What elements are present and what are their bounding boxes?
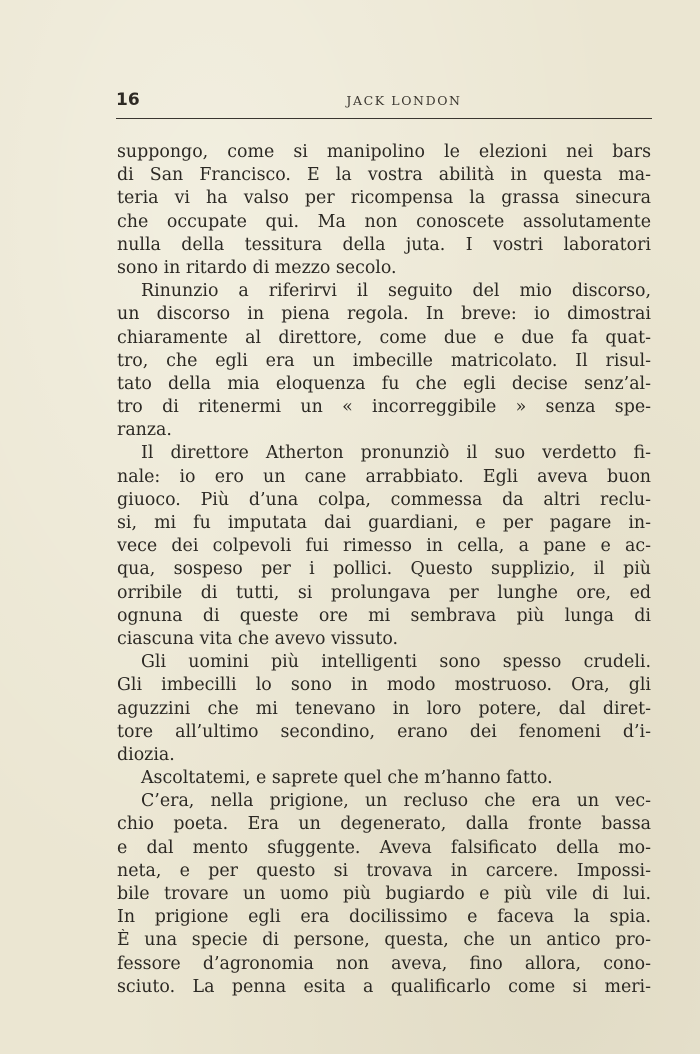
- text-line: un discorso in piena regola. In breve: io dimostrai: [117, 304, 651, 325]
- text-line: orribile di tutti, si prolungava per lunghe ore, ed: [117, 582, 651, 603]
- text-line: tro, che egli era un imbecille matricolato. Il risul-: [117, 350, 651, 371]
- text-line: È una specie di persone, questa, che un antico pro-: [117, 930, 651, 951]
- text-line: Ascoltatemi, e saprete quel che m’hanno fatto.: [141, 768, 553, 789]
- text-line: Il direttore Atherton pronunziò il suo verdetto fi-: [141, 443, 651, 464]
- header-rule: [116, 118, 652, 119]
- text-line: aguzzini che mi tenevano in loro potere, dal diret-: [117, 698, 651, 719]
- text-line: suppongo, come si manipolino le elezioni nei bars: [117, 142, 651, 162]
- text-line: In prigione egli era docilissimo e faceva la spia.: [117, 907, 651, 928]
- text-line: sono in ritardo di mezzo secolo.: [117, 257, 397, 278]
- text-line: tato della mia eloquenza fu che egli decise senz’al-: [117, 373, 651, 394]
- body-text: [117, 141, 651, 999]
- text-line: bile trovare un uomo più bugiardo e più vile di lui.: [117, 884, 651, 904]
- text-line: giuoco. Più d’una colpa, commessa da altri reclu-: [117, 489, 651, 510]
- text-line: C’era, nella prigione, un recluso che era un vec-: [141, 791, 651, 812]
- text-line: ciascuna vita che avevo vissuto.: [117, 628, 399, 649]
- text-line: diozia.: [117, 744, 175, 765]
- text-line: di San Francisco. E la vostra abilità in questa ma-: [117, 165, 651, 186]
- text-line: chiaramente al direttore, come due e due fa quat-: [117, 327, 651, 348]
- text-line: tro di ritenermi un « incorreggibile » senza spe-: [117, 397, 651, 418]
- page-header: [116, 90, 652, 114]
- text-line: tore all’ultimo secondino, erano dei fenomeni d’i-: [117, 721, 651, 742]
- text-line: sciuto. La penna esita a qualificarlo come si meri-: [117, 976, 651, 997]
- page-number: 16: [116, 90, 140, 110]
- text-line: ognuna di queste ore mi sembrava più lunga di: [117, 605, 651, 626]
- text-line: vece dei colpevoli fui rimesso in cella, a pane e ac-: [117, 536, 651, 557]
- text-line: nale: io ero un cane arrabbiato. Egli aveva buon: [117, 466, 651, 487]
- text-line: Gli uomini più intelligenti sono spesso crudeli.: [141, 652, 651, 673]
- text-line: qua, sospeso per i pollici. Questo supplizio, il più: [117, 559, 651, 580]
- text-line: chio poeta. Era un degenerato, dalla fronte bassa: [117, 814, 651, 835]
- text-line: Gli imbecilli lo sono in modo mostruoso. Ora, gli: [117, 675, 651, 696]
- text-line: e dal mento sfuggente. Aveva falsificato della mo-: [117, 837, 651, 858]
- text-line: fessore d’agronomia non aveva, fino allora, cono-: [117, 953, 651, 974]
- text-line: teria vi ha valso per ricompensa la grassa sinecura: [117, 188, 651, 209]
- text-line: si, mi fu imputata dai guardiani, e per pagare in-: [117, 513, 651, 533]
- text-line: neta, e per questo si trovava in carcere. Impossi-: [117, 860, 651, 881]
- running-head: JACK LONDON: [346, 93, 462, 108]
- text-line: ranza.: [117, 420, 172, 441]
- text-line: Rinunzio a riferirvi il seguito del mio discorso,: [141, 281, 651, 302]
- text-line: nulla della tessitura della juta. I vostri laboratori: [117, 234, 651, 255]
- text-line: che occupate qui. Ma non conoscete assolutamente: [117, 211, 651, 232]
